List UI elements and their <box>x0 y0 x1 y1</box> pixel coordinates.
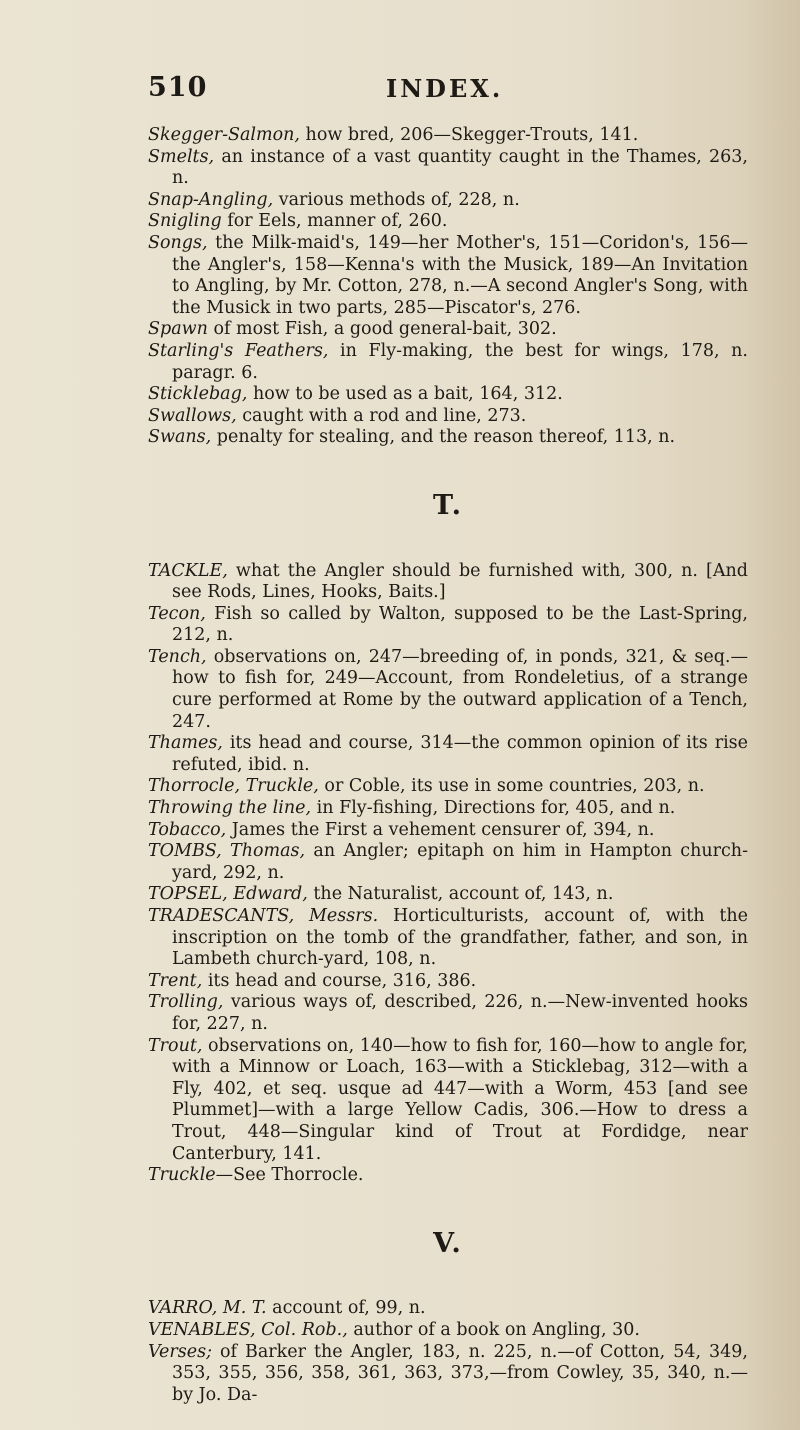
entry-heading: TACKLE, <box>148 560 228 581</box>
index-entry <box>148 384 748 406</box>
entry-text: penalty for stealing, and the reason thereof, 113, n. <box>211 427 676 448</box>
entry-text: author of a book on Angling, 30. <box>347 1319 640 1340</box>
entry-text: what the Angler should be furnished with, 300, n. [And see Rods, Lines, Hooks, Baits.] <box>172 560 748 603</box>
entry-text: in Fly-making, the best for wings, 178, n. paragr. 6. <box>172 340 748 383</box>
entry-text: of Barker the Angler, 183, n. 225, n.—of Cotton, 54, 349, 353, 355, 356, 358, 361, 363, 373,—from Cowley, 35, 340, n.—by Jo. Da- <box>172 1341 748 1405</box>
entry-text: or Coble, its use in some countries, 203, n. <box>318 776 705 797</box>
entry-heading: Smelts, <box>148 146 215 167</box>
entry-text: observations on, 140—how to fish for, 160—how to angle for, with a Minnow or Loach, 163—with a Sticklebag, 312—with a Fly, 402, et seq. usque ad 447—with a Worm, 453 [and see Plummet]—with a large Yellow Cadis, 306.—How to dress a Trout, 448—Singular kind of Trout at Fordidge, near Canterbury, 141. <box>172 1035 748 1164</box>
entry-text: —See Thorrocle. <box>215 1165 364 1186</box>
index-entry <box>148 1342 748 1407</box>
entry-heading: Spawn <box>148 319 208 340</box>
entry-text: how bred, 206—Skegger-Trouts, 141. <box>299 125 639 145</box>
index-entry <box>148 1298 748 1320</box>
index-entry <box>148 147 748 190</box>
entry-text: Horticulturists, account of, with the inscription on the tomb of the grandfather, father, and son, in Lambeth church-yard, 108, n. <box>172 906 748 970</box>
entry-heading: Tecon, <box>148 603 206 624</box>
index-entry <box>148 1036 748 1166</box>
section-letter: V. <box>433 1227 463 1259</box>
entry-heading: Tench, <box>148 646 207 667</box>
entry-text: the Milk-maid's, 149—her Mother's, 151—Coridon's, 156—the Angler's, 158—Kenna's with the Musick, 189—An Invitation to Angling, by Mr. Cotton, 278, n.—A second Angler's Song, with the Musick in two parts, 285—Piscator's, 276. <box>172 232 748 318</box>
entry-heading: Trout, <box>148 1035 203 1056</box>
entry-heading: Trolling, <box>148 992 224 1013</box>
entry-heading: TOPSEL, Edward, <box>148 884 308 905</box>
entry-heading: Trent, <box>148 970 203 991</box>
entry-heading: TOMBS, Thomas, <box>148 841 306 862</box>
entry-heading: Truckle <box>148 1165 216 1186</box>
entry-heading: Swallows, <box>148 405 237 426</box>
index-entry <box>148 233 748 319</box>
entry-text: an Angler; epitaph on him in Hampton church-yard, 292, n. <box>172 841 748 883</box>
entry-text: for Eels, manner of, 260. <box>221 211 448 232</box>
entry-heading: TRADESCANTS, Messrs. <box>148 906 379 926</box>
entry-text: account of, 99, n. <box>266 1298 426 1319</box>
entry-heading: Swans, <box>148 427 212 448</box>
index-entry <box>148 561 748 604</box>
entry-heading: VARRO, M. T. <box>148 1298 267 1319</box>
index-entry <box>148 841 748 884</box>
index-entry <box>148 406 748 428</box>
entry-text: various methods of, 228, n. <box>273 189 520 210</box>
index-entry <box>148 427 748 449</box>
entry-text: of most Fish, a good general-bait, 302. <box>207 319 557 340</box>
running-head: INDEX. <box>386 74 504 103</box>
index-entry <box>148 971 748 993</box>
index-entry <box>148 1320 748 1342</box>
entry-heading: VENABLES, Col. Rob., <box>148 1319 348 1340</box>
entry-text: its head and course, 314—the common opinion of its rise refuted, ibid. n. <box>172 733 748 775</box>
index-entry <box>148 647 748 733</box>
index-entry <box>148 906 748 971</box>
index-entry <box>148 798 748 820</box>
entry-text: the Naturalist, account of, 143, n. <box>307 884 614 905</box>
index-entry <box>148 604 748 647</box>
entry-heading: Snigling <box>148 211 222 232</box>
entry-heading: Songs, <box>148 232 208 253</box>
entry-heading: Verses; <box>148 1341 212 1362</box>
entry-heading: Tobacco, <box>148 819 227 840</box>
entry-heading: Starling's Feathers, <box>148 340 329 361</box>
index-entry <box>148 992 748 1035</box>
entry-text: Fish so called by Walton, supposed to be the Last-Spring, 212, n. <box>172 603 748 646</box>
entry-heading: Thorrocle, Truckle, <box>148 776 319 797</box>
index-entry <box>148 211 748 233</box>
entry-heading: Sticklebag, <box>148 384 248 405</box>
index-entry <box>148 319 748 341</box>
entry-text: various ways of, described, 226, n.—New-invented hooks for, 227, n. <box>172 992 748 1034</box>
index-body <box>148 125 748 1406</box>
index-entry <box>148 884 748 906</box>
entry-heading: Throwing the line, <box>148 798 312 819</box>
entry-text: in Fly-fishing, Directions for, 405, and n. <box>311 798 676 819</box>
index-entry <box>148 820 748 842</box>
entry-heading: Snap-Angling, <box>148 189 274 210</box>
index-entry <box>148 733 748 776</box>
index-entry <box>148 190 748 212</box>
index-entry <box>148 341 748 384</box>
page-header <box>148 72 768 112</box>
section-letter: T. <box>432 489 463 521</box>
entry-text: observations on, 247—breeding of, in ponds, 321, & seq.—how to fish for, 249—Account, from Rondeletius, of a strange cure performed at Rome by the outward application of a Tench, 247. <box>172 646 748 732</box>
entry-text: its head and course, 316, 386. <box>202 970 477 991</box>
entry-text: an instance of a vast quantity caught in the Thames, 263, n. <box>172 146 748 189</box>
entry-text: how to be used as a bait, 164, 312. <box>247 384 563 405</box>
entry-heading: Skegger-Salmon, <box>148 125 300 145</box>
index-entry <box>148 1165 748 1187</box>
index-entry <box>148 125 748 147</box>
entry-text: caught with a rod and line, 273. <box>236 405 527 426</box>
index-entry <box>148 776 748 798</box>
page-number: 510 <box>148 72 208 103</box>
entry-text: James the First a vehement censurer of, 394, n. <box>226 819 655 840</box>
entry-heading: Thames, <box>148 733 223 754</box>
